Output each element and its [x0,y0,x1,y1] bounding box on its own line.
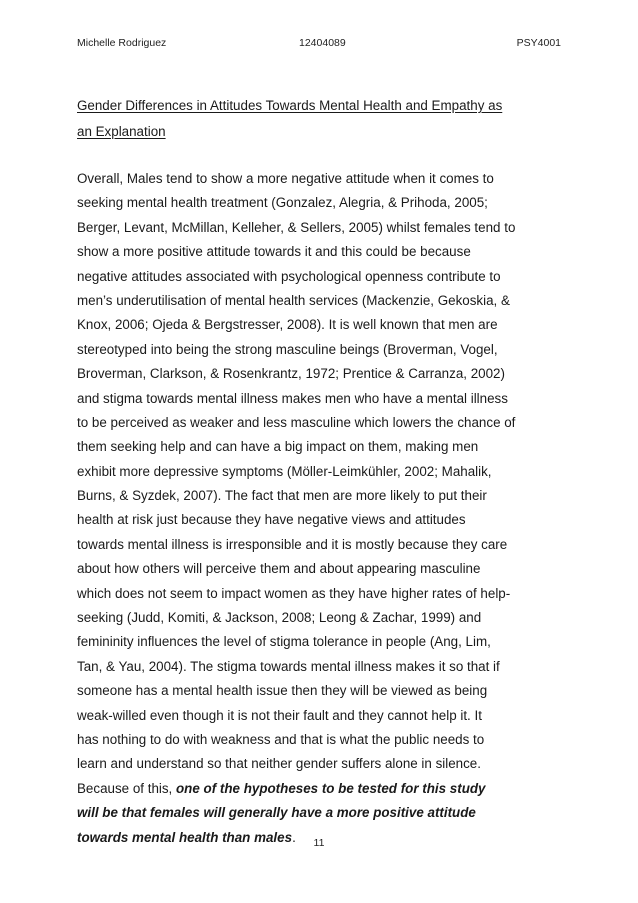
heading-line: an Explanation [77,124,166,139]
paragraph-line: show a more positive attitude towards it and this could be because [77,244,471,260]
paragraph-line: learn and understand so that neither gender suffers alone in silence. [77,756,481,772]
paragraph-line: Berger, Levant, McMillan, Kelleher, & Sellers, 2005) whilst females tend to [77,219,516,235]
paragraph-line: towards mental illness is irresponsible and it is mostly because they care [77,536,508,552]
page-number: 11 [313,837,325,849]
paragraph-line-hypothesis [77,777,567,801]
paragraph-line: someone has a mental health issue then they will be viewed as being [77,683,488,699]
paragraph-line: Broverman, Clarkson, & Rosenkrantz, 1972; Prentice & Carranza, 2002) [77,366,505,382]
paragraph-line: negative attitudes associated with psychological openness contribute to [77,268,501,284]
paragraph-line: Burns, & Syzdek, 2007). The fact that men are more likely to put their [77,488,487,504]
header-course: PSY4001 [516,37,561,49]
paragraph-line: them seeking help and can have a big impact on them, making men [77,439,479,455]
paragraph-line: men’s underutilisation of mental health services (Mackenzie, Gekoskia, & [77,292,510,308]
header-student-id: 12404089 [299,37,346,49]
paragraph-line: to be perceived as weaker and less masculine which lowers the chance of [77,414,516,430]
hypothesis-emphasis: towards mental health than males [77,829,293,845]
hypothesis-lead: Because of this, [77,780,176,796]
paragraph-line: femininity influences the level of stigma tolerance in people (Ang, Lim, [77,634,491,650]
hypothesis-emphasis: will be that females will generally have a more positive attitude [77,805,476,821]
paragraph-line: and stigma towards mental illness makes men who have a mental illness [77,390,508,406]
page-header [77,37,561,53]
paragraph-line: Tan, & Yau, 2004). The stigma towards mental illness makes it so that if [77,658,500,674]
paragraph-line: about how others will perceive them and about appearing masculine [77,561,481,577]
paragraph-line: seeking (Judd, Komiti, & Jackson, 2008; Leong & Zachar, 1999) and [77,610,482,626]
paragraph-line: stereotyped into being the strong masculine beings (Broverman, Vogel, [77,341,498,357]
paragraph-line: health at risk just because they have negative views and attitudes [77,512,466,528]
paragraph-line: exhibit more depressive symptoms (Möller-Leimkühler, 2002; Mahalik, [77,463,492,479]
heading-line: Gender Differences in Attitudes Towards Mental Health and Empathy as [77,98,503,113]
paragraph-line: Overall, Males tend to show a more negative attitude when it comes to [77,171,494,186]
paragraph-line: which does not seem to impact women as they have higher rates of help- [77,585,511,601]
paragraph-line: has nothing to do with weakness and that is what the public needs to [77,731,485,747]
section-heading [77,93,547,145]
paragraph-line: Knox, 2006; Ojeda & Bergstresser, 2008). It is well known that men are [77,317,498,333]
closing-period: . [292,829,296,845]
body-paragraph [77,167,567,850]
paragraph-line: weak-willed even though it is not their fault and they cannot help it. It [77,707,482,723]
header-author: Michelle Rodriguez [77,37,167,49]
paragraph-line: seeking mental health treatment (Gonzalez, Alegria, & Prihoda, 2005; [77,195,488,211]
hypothesis-emphasis: one of the hypotheses to be tested for this study [176,780,486,796]
